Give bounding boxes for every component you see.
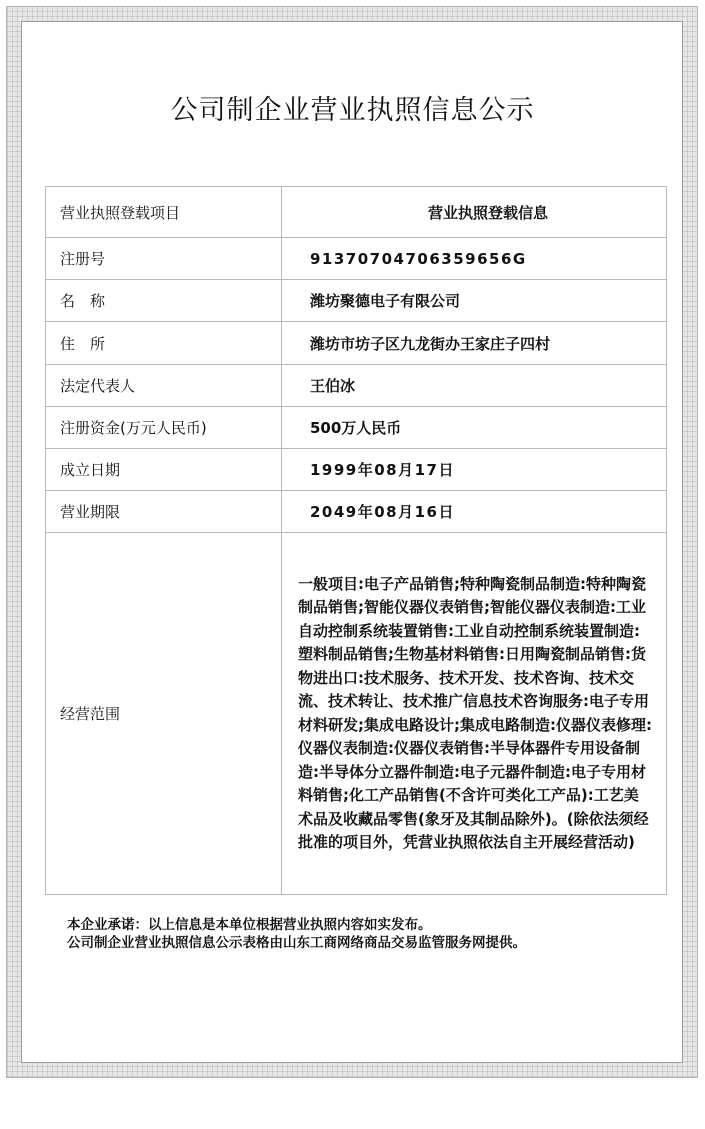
table-row [46, 365, 667, 407]
row-label: 法定代表人 [46, 365, 282, 407]
business-term: 2049年08月16日 [282, 491, 667, 533]
table-row [46, 491, 667, 533]
license-info-table [45, 186, 667, 895]
row-label: 注册资金(万元人民币) [46, 407, 282, 449]
row-label: 成立日期 [46, 449, 282, 491]
row-label: 注册号 [46, 238, 282, 280]
page-title: 公司制企业营业执照信息公示 [170, 95, 535, 126]
registered-capital: 500万人民币 [282, 407, 667, 449]
address: 潍坊市坊子区九龙街办王家庄子四村 [282, 322, 667, 365]
table-header-row [46, 187, 667, 238]
table-row [46, 407, 667, 449]
legal-representative: 王伯冰 [282, 365, 667, 407]
table-row [46, 449, 667, 491]
table-row [46, 533, 667, 895]
table-row [46, 322, 667, 365]
header-item-cell: 营业执照登载项目 [46, 187, 282, 238]
row-label: 经营范围 [46, 533, 282, 895]
company-name: 潍坊聚德电子有限公司 [282, 280, 667, 322]
establishment-date: 1999年08月17日 [282, 449, 667, 491]
registration-number: 91370704706359656G [282, 238, 667, 280]
footer-notes [67, 916, 526, 952]
header-info-cell: 营业执照登载信息 [282, 187, 667, 238]
row-label: 营业期限 [46, 491, 282, 533]
table-row [46, 238, 667, 280]
business-scope: 一般项目:电子产品销售;特种陶瓷制品制造:特种陶瓷制品销售;智能仪器仪表销售;智能仪器仪表制造:工业自动控制系统装置销售:工业自动控制系统装置制造:塑料制品销售;生物基材料销售:日用陶瓷制品销售:货物进出口:技术服务、技术开发、技术咨询、技术交流、技术转让、技术推广信息技术咨询服务:电子专用材料研发;集成电路设计;集成电路制造:仪器仪表修理:仪器仪表制造:仪器仪表销售:半导体器件专用设备制造:半导体分立器件制造:电子元器件制造:电子专用材料销售;化工产品销售(不含许可类化工产品):工艺美术品及收藏品零售(象牙及其制品除外)。(除依法须经批准的项目外，凭营业执照依法自主开展经营活动) [282, 533, 667, 895]
table-row [46, 280, 667, 322]
provider-note: 公司制企业营业执照信息公示表格由山东工商网络商品交易监管服务网提供。 [67, 935, 526, 951]
commitment-note: 本企业承诺：以上信息是本单位根据营业执照内容如实发布。 [67, 917, 432, 933]
row-label: 名 称 [46, 280, 282, 322]
row-label: 住 所 [46, 322, 282, 365]
